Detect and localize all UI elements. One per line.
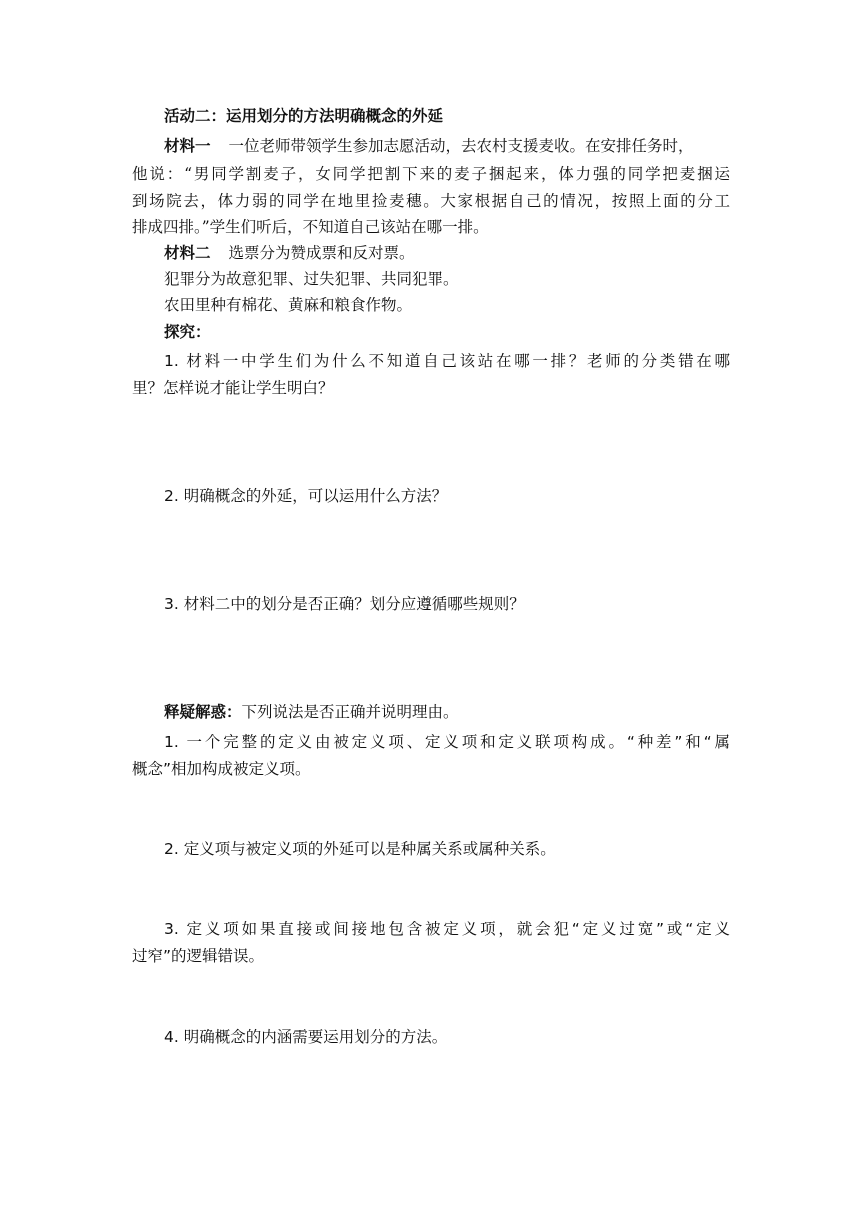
question-1-line2: 里？怎样说才能让学生明白？ bbox=[132, 379, 334, 397]
clarify-item-3-line1: 3. 定义项如果直接或间接地包含被定义项，就会犯“定义过宽”或“定义 bbox=[164, 920, 730, 938]
activity-heading: 活动二：运用划分的方法明确概念的外延 bbox=[164, 107, 444, 125]
clarify-item-1-line2: 概念”相加构成被定义项。 bbox=[132, 760, 311, 778]
clarify-intro: 下列说法是否正确并说明理由。 bbox=[241, 703, 459, 721]
material1-text-line: 他说：“男同学割麦子，女同学把割下来的麦子捆起来，体力强的同学把麦捆运 bbox=[132, 165, 730, 183]
material2-text-line: 农田里种有棉花、黄麻和粮食作物。 bbox=[164, 296, 413, 314]
clarify-item-1-line1: 1. 一个完整的定义由被定义项、定义项和定义联项构成。“种差”和“属 bbox=[164, 733, 730, 751]
material1-text-line: 一位老师带领学生参加志愿活动，去农村支援麦收。在安排任务时， bbox=[228, 137, 694, 155]
question-3: 3. 材料二中的划分是否正确？划分应遵循哪些规则？ bbox=[164, 595, 525, 613]
clarify-heading bbox=[164, 702, 762, 722]
question-2: 2. 明确概念的外延，可以运用什么方法？ bbox=[164, 487, 448, 505]
material2-label: 材料二 bbox=[164, 244, 211, 262]
material1-text-line: 排成四排。”学生们听后，不知道自己该站在哪一排。 bbox=[132, 218, 489, 236]
material2-text-line: 犯罪分为故意犯罪、过失犯罪、共同犯罪。 bbox=[164, 270, 459, 288]
material1-text-line: 到场院去，体力弱的同学在地里捡麦穗。大家根据自己的情况，按照上面的分工 bbox=[132, 192, 730, 210]
material1-label: 材料一 bbox=[164, 137, 211, 155]
explore-label: 探究： bbox=[164, 323, 211, 341]
clarify-label: 释疑解惑： bbox=[164, 703, 242, 721]
material2-first-line bbox=[164, 243, 762, 263]
clarify-item-4: 4. 明确概念的内涵需要运用划分的方法。 bbox=[164, 1028, 448, 1046]
material1-first-line bbox=[164, 136, 762, 156]
clarify-item-2: 2. 定义项与被定义项的外延可以是种属关系或属种关系。 bbox=[164, 840, 556, 858]
material2-text-line: 选票分为赞成票和反对票。 bbox=[228, 244, 415, 262]
clarify-item-3-line2: 过窄”的逻辑错误。 bbox=[132, 947, 265, 965]
question-1-line1: 1. 材料一中学生们为什么不知道自己该站在哪一排？老师的分类错在哪 bbox=[164, 352, 730, 370]
